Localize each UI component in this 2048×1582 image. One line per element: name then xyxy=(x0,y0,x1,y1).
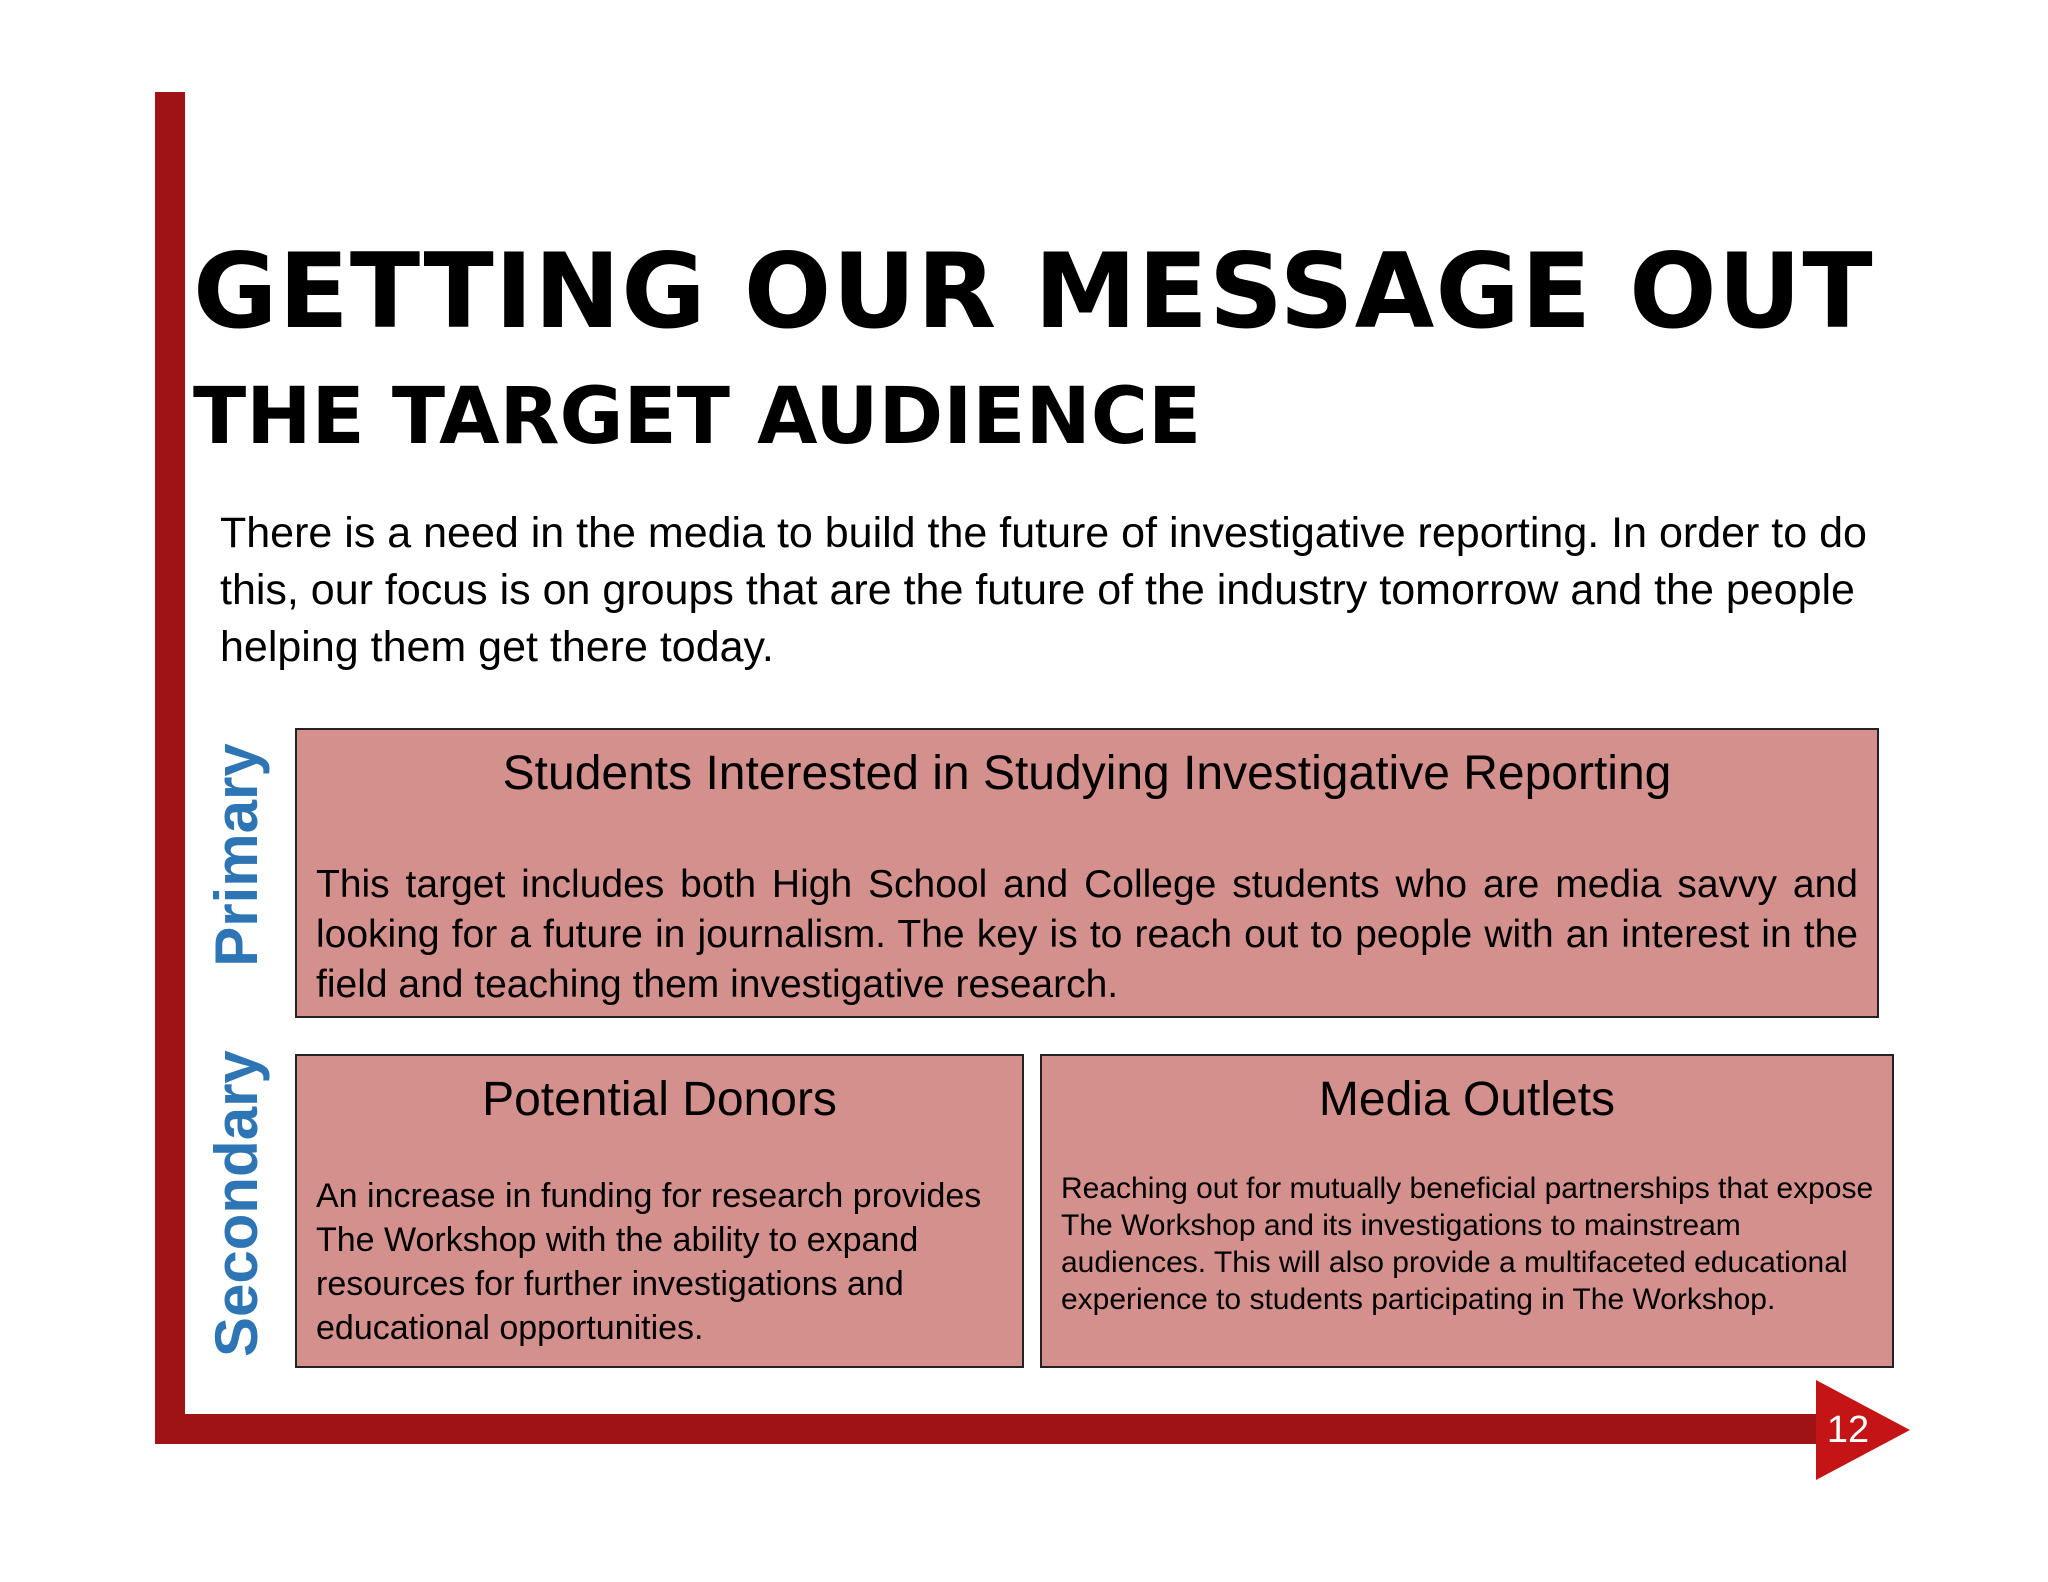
frame-vertical-bar xyxy=(155,92,185,1444)
intro-paragraph: There is a need in the media to build the future of investigative reporting. In order to do this, our focus is on groups that are the future of the industry tomorrow and the people helping them get there today. xyxy=(220,509,1867,671)
primary-card-body: This target includes both High School and College students who are media savvy and looking for a future in journalism. The key is to reach out to people with an interest in the field and teaching them investigative research. xyxy=(316,863,1858,1006)
frame-horizontal-bar xyxy=(155,1414,1823,1444)
page-subtitle: THE TARGET AUDIENCE xyxy=(193,372,1202,462)
donors-card xyxy=(295,1054,1024,1368)
media-card-body: Reaching out for mutually beneficial partnerships that expose The Workshop and its investigations to mainstream audiences. This will also provide a multifaceted educational experience to students participating in The Workshop. xyxy=(1061,1172,1874,1316)
media-outlets-card xyxy=(1040,1054,1894,1368)
page-title: GETTING OUR MESSAGE OUT xyxy=(193,232,1874,352)
primary-audience-card xyxy=(295,728,1879,1018)
secondary-label: Secondary xyxy=(203,1050,270,1357)
primary-label: Primary xyxy=(203,743,270,967)
media-card-heading: Media Outlets xyxy=(1318,1073,1616,1126)
page-number: 12 xyxy=(1826,1409,1870,1451)
donors-card-body: An increase in funding for research provides The Workshop with the ability to expand resources for further investigations and educational opportunities. xyxy=(316,1177,982,1347)
primary-card-heading: Students Interested in Studying Investigative Reporting xyxy=(502,747,1672,800)
donors-card-heading: Potential Donors xyxy=(482,1073,837,1126)
